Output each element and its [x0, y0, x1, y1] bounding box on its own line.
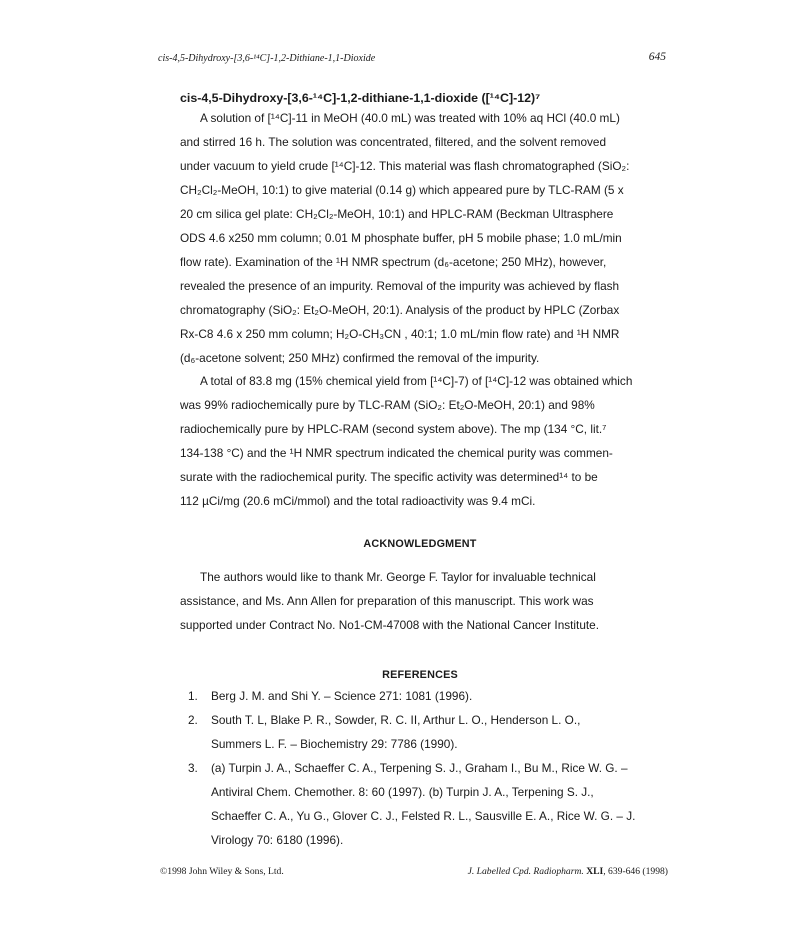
reference-line: Berg J. M. and Shi Y. – Science 271: 1081 (1996).: [211, 689, 473, 703]
reference-line: Antiviral Chem. Chemother. 8: 60 (1997). (b) Turpin J. A., Terpening S. J.,: [211, 785, 594, 799]
page-number: 645: [648, 51, 666, 63]
reference-item: [188, 684, 635, 708]
text-line: 134-138 °C) and the ¹H NMR spectrum indicated the chemical purity was commen-: [180, 446, 613, 460]
text-line: (d₆-acetone solvent; 250 MHz) confirmed the removal of the impurity.: [180, 351, 540, 365]
paragraph-procedure: [180, 106, 629, 370]
text-line: surate with the radiochemical purity. The specific activity was determined¹⁴ to be: [180, 470, 598, 484]
reference-item: [188, 708, 635, 756]
page-footer: [160, 866, 668, 878]
references-heading: REFERENCES: [382, 669, 458, 681]
text-line: supported under Contract No. No1-CM-47008 with the National Cancer Institute.: [180, 618, 600, 632]
text-line: flow rate). Examination of the ¹H NMR spectrum (d₆-acetone; 250 MHz), however,: [180, 255, 607, 269]
text-line: Rx-C8 4.6 x 250 mm column; H₂O-CH₃CN , 40:1; 1.0 mL/min flow rate) and ¹H NMR: [180, 327, 620, 341]
acknowledgment-text: [180, 565, 599, 637]
running-head: [158, 52, 666, 65]
reference-number: 3.: [188, 761, 198, 775]
text-line: ODS 4.6 x250 mm column; 0.01 M phosphate buffer, pH 5 mobile phase; 1.0 mL/min: [180, 231, 622, 245]
reference-line: Schaeffer C. A., Yu G., Glover C. J., Felsted R. L., Sausville E. A., Rice W. G. – J.: [211, 809, 636, 823]
paragraph-yield: [180, 369, 632, 513]
running-title: cis-4,5-Dihydroxy-[3,6-¹⁴C]-1,2-Dithiane-1,1-Dioxide: [158, 53, 376, 64]
text-line: CH₂Cl₂-MeOH, 10:1) to give material (0.14 g) which appeared pure by TLC-RAM (5 x: [180, 183, 624, 197]
text-line: revealed the presence of an impurity. Removal of the impurity was achieved by flash: [180, 279, 620, 293]
section-title: cis-4,5-Dihydroxy-[3,6-¹⁴C]-1,2-dithiane-1,1-dioxide ([¹⁴C]-12)⁷: [180, 91, 541, 105]
text-line: 112 µCi/mg (20.6 mCi/mmol) and the total radioactivity was 9.4 mCi.: [180, 494, 536, 508]
text-line: was 99% radiochemically pure by TLC-RAM (SiO₂: Et₂O-MeOH, 20:1) and 98%: [180, 398, 595, 412]
reference-number: 2.: [188, 713, 198, 727]
text-line: chromatography (SiO₂: Et₂O-MeOH, 20:1). Analysis of the product by HPLC (Zorbax: [180, 303, 620, 317]
journal-name: J. Labelled Cpd. Radiopharm.: [467, 866, 584, 877]
text-line: The authors would like to thank Mr. George F. Taylor for invaluable technical: [200, 570, 596, 584]
reference-line: Summers L. F. – Biochemistry 29: 7786 (1990).: [211, 737, 458, 751]
text-line: assistance, and Ms. Ann Allen for preparation of this manuscript. This work was: [180, 594, 594, 608]
reference-number: 1.: [188, 689, 198, 703]
journal-pages-year: , 639-646 (1998): [603, 866, 668, 877]
journal-volume: XLI: [586, 866, 604, 877]
text-line: and stirred 16 h. The solution was concentrated, filtered, and the solvent removed: [180, 135, 607, 149]
journal-citation: [468, 866, 668, 878]
text-line: under vacuum to yield crude [¹⁴C]-12. This material was flash chromatographed (SiO₂:: [180, 159, 630, 173]
text-line: A total of 83.8 mg (15% chemical yield from [¹⁴C]-7) of [¹⁴C]-12 was obtained which: [200, 374, 633, 388]
text-line: radiochemically pure by HPLC-RAM (second system above). The mp (134 °C, lit.⁷: [180, 422, 607, 436]
reference-line: Virology 70: 6180 (1996).: [211, 833, 344, 847]
references-list: [188, 684, 635, 852]
copyright-notice: ©1998 John Wiley & Sons, Ltd.: [160, 866, 284, 877]
text-line: A solution of [¹⁴C]-11 in MeOH (40.0 mL) was treated with 10% aq HCl (40.0 mL): [200, 111, 620, 125]
reference-line: South T. L, Blake P. R., Sowder, R. C. II, Arthur L. O., Henderson L. O.,: [211, 713, 581, 727]
text-line: 20 cm silica gel plate: CH₂Cl₂-MeOH, 10:1) and HPLC-RAM (Beckman Ultrasphere: [180, 207, 614, 221]
reference-line: (a) Turpin J. A., Schaeffer C. A., Terpening S. J., Graham I., Bu M., Rice W. G. –: [211, 761, 628, 775]
acknowledgment-heading: ACKNOWLEDGMENT: [363, 538, 477, 550]
reference-item: [188, 756, 635, 852]
